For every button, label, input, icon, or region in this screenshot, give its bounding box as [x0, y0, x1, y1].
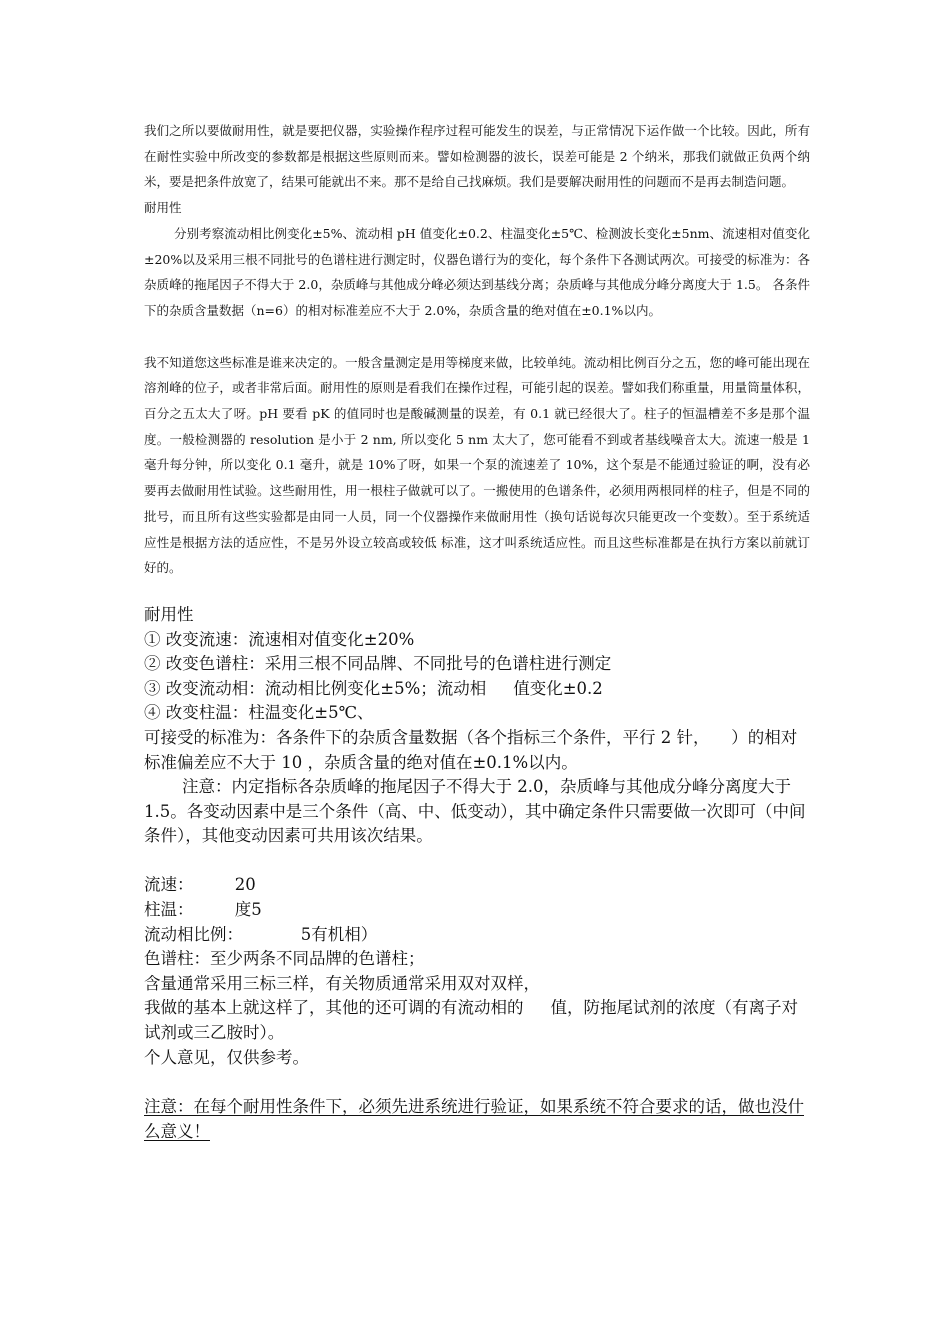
summary-title: 耐用性: [144, 604, 194, 624]
setting-temperature: 柱温： 度5: [144, 900, 262, 920]
final-note: [144, 1094, 810, 1144]
paragraph-conditions: 分别考察流动相比例变化±5%、流动相 pH 值变化±0.2、柱温变化±5℃、检测波长变化±5nm、流速相对值变化±20%以及采用三根不同批号的色谱柱进行测定时，仪器色谱行为的变化，每个条件下各测试两次。可接受的标准为：各杂质峰的拖尾因子不得大于 2.0，杂质峰与其他成分峰必须达到基线分离；杂质峰与其他成分峰分离度大于 1.5。 各条件下的杂质含量数据（n=6）的相对标准差应不大于 2.0%，杂质含量的绝对值在±0.1%以内。: [144, 225, 810, 318]
document-page: [144, 118, 810, 1144]
summary-criteria: 可接受的标准为：各条件下的杂质含量数据（各个指标三个条件，平行 2 针， ）的相对标准偏差应不大于 10 ，杂质含量的绝对值在±0.1%以内。: [144, 727, 798, 772]
section-summary: [144, 603, 810, 1070]
setting-opinion: 个人意见，仅供参考。: [144, 1047, 309, 1067]
setting-flow: 流速： 20: [144, 875, 256, 895]
summary-item-flow: ① 改变流速：流速相对值变化±20%: [144, 629, 415, 649]
spacer: [144, 324, 810, 350]
paragraph-intro: 我们之所以要做耐用性，就是要把仪器，实验操作程序过程可能发生的误差，与正常情况下运作做一个比较。因此，所有在耐性实验中所改变的参数都是根据这些原则而来。譬如检测器的波长，误差可能是 2 个纳米，那我们就做正负两个纳米，要是把条件放宽了，结果可能就出不来。那不是给自己找麻烦。我们是要解决耐用性的问题而不是再去制造问题。: [144, 123, 810, 190]
summary-note: 注意：内定指标各杂质峰的拖尾因子不得大于 2.0，杂质峰与其他成分峰分离度大于 1.5。各变动因素中是三个条件（高、中、低变动），其中确定条件只需要做一次即可（中间条件），其他变动因素可共用该次结果。: [144, 777, 806, 846]
paragraph-reply: 我不知道您这些标准是谁来决定的。一般含量测定是用等梯度来做，比较单纯。流动相比例百分之五，您的峰可能出现在溶剂峰的位子，或者非常后面。耐用性的原则是看我们在操作过程，可能引起的误差。譬如我们称重量，用量筒量体积，百分之五太大了呀。pH 要看 pK 的值同时也是酸碱测量的误差，有 0.1 就已经很大了。柱子的恒温槽差不多是那个温度。一般检测器的 resolution 是小于 2 nm, 所以变化 5 nm 太大了，您可能看不到或者基线噪音太大。流速一般是 1 毫升每分钟，所以变化 0.1 毫升，就是 10%了呀，如果一个泵的流速差了 10%，这个泵是不能通过验证的啊，没有必要再去做耐用性试验。这些耐用性，用一根柱子做就可以了。一搬使用的色谱条件，必须用两根同样的柱子，但是不同的批号，而且所有这些实验都是由同一人员，同一个仪器操作来做耐用性（换句话说每次只能更改一个变数）。至于系统适应性是根据方法的适应性，不是另外设立较高或较低 标准，这才叫系统适应性。而且这些标准都是在执行方案以前就订好的。: [144, 354, 810, 576]
setting-content: 含量通常采用三标三样，有关物质通常采用双对双样，: [144, 973, 540, 993]
final-note-text: 注意：在每个耐用性条件下，必须先进系统进行验证，如果系统不符合要求的话，做也没什么意义！: [144, 1097, 804, 1142]
summary-item-column: ② 改变色谱柱：采用三根不同品牌、不同批号的色谱柱进行测定: [144, 654, 612, 674]
setting-adjust: 我做的基本上就这样了，其他的还可调的有流动相的 值，防拖尾试剂的浓度（有离子对试剂或三乙胺时）。: [144, 998, 798, 1043]
summary-item-temperature: ④ 改变柱温：柱温变化±5℃、: [144, 703, 374, 723]
spacer: [144, 849, 810, 874]
section-discussion: [144, 118, 810, 581]
setting-ratio: 流动相比例： 5有机相）: [144, 924, 378, 944]
setting-column: 色谱柱：至少两条不同品牌的色谱柱；: [144, 949, 425, 969]
label-robustness: 耐用性: [144, 200, 182, 216]
summary-item-mobile-phase: ③ 改变流动相：流动相比例变化±5%；流动相 值变化±0.2: [144, 678, 603, 698]
